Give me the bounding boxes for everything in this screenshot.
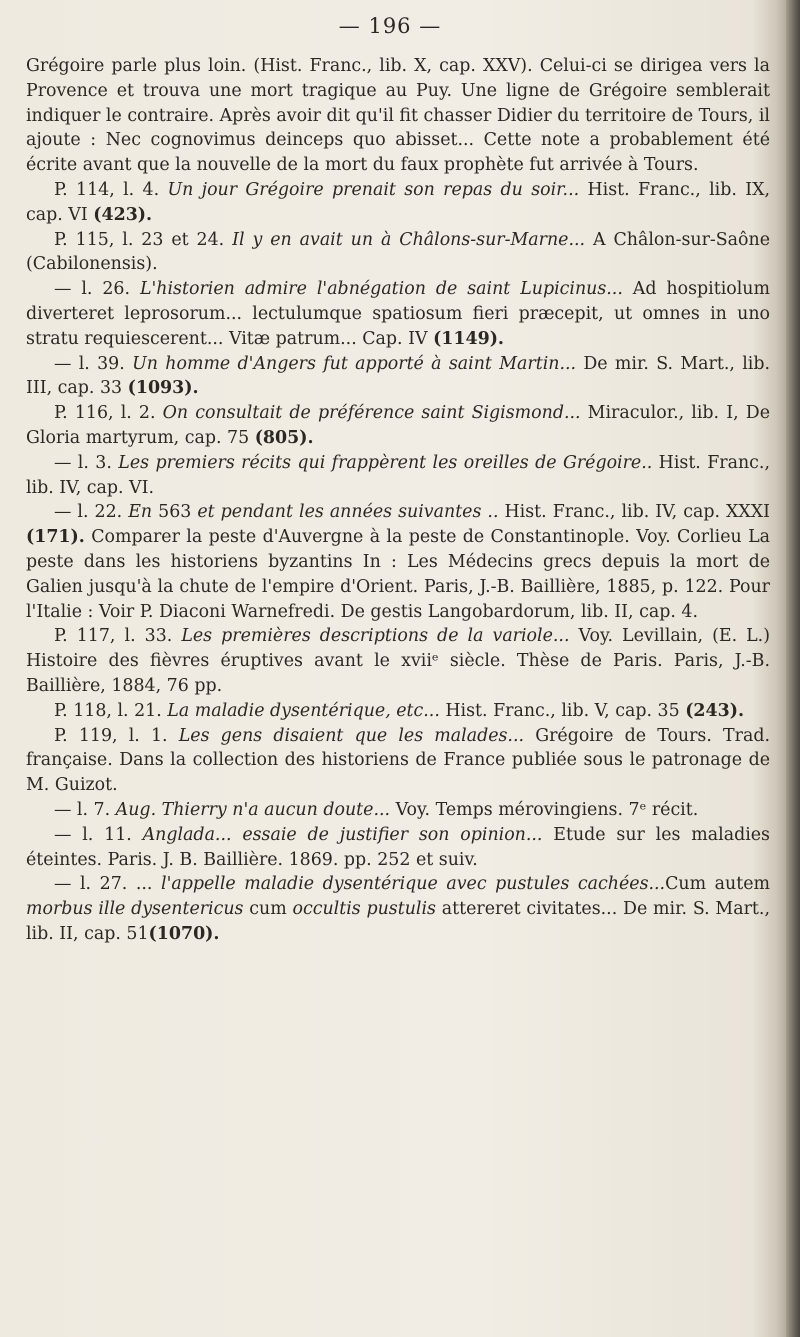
text-run: Hist. Franc., lib. IV, cap. XXXI <box>498 502 771 523</box>
italic-phrase: occultis pustulis <box>292 899 436 920</box>
italic-phrase: et pendant les années suivantes .. <box>197 502 499 523</box>
text-run: P. 117, l. 33. <box>54 626 182 647</box>
note-paragraph <box>26 823 770 873</box>
note-paragraph <box>26 54 770 178</box>
text-run: Cum autem <box>665 874 770 895</box>
text-run: A Châlon-sur-Saône (Cabilonensis). <box>26 229 771 275</box>
text-run: P. 118, l. 21. <box>54 700 168 721</box>
reference-number: (1149). <box>433 328 504 349</box>
note-paragraph <box>26 451 770 501</box>
text-run: — l. 27. ... <box>54 874 162 895</box>
italic-phrase: Il y en avait un à Châlons-sur-Marne... <box>232 229 586 250</box>
text-run: P. 115, l. 23 et 24. <box>54 229 233 250</box>
text-run: P. 114, l. 4. <box>54 179 168 200</box>
note-paragraph <box>26 724 770 798</box>
text-run: De mir. S. Mart., lib. III, cap. 33 <box>26 353 771 399</box>
text-run: Grégoire de Tours. Trad. française. Dans la collection des historiens de France publiée sous le patronage de M. Guizot. <box>26 725 770 796</box>
reference-number: (1070). <box>148 923 220 944</box>
text-run: cum <box>243 899 293 920</box>
italic-phrase: Les gens disaient que les malades... <box>178 725 525 746</box>
italic-phrase: l'appelle maladie dysentérique avec pustules cachées... <box>161 874 666 895</box>
text-run: — l. 26. <box>54 279 140 300</box>
text-run: 563 <box>152 502 198 523</box>
note-paragraph <box>26 178 770 228</box>
italic-phrase: Aug. Thierry n'a aucun doute... <box>115 799 391 820</box>
text-run: Etude sur les maladies éteintes. Paris. J. B. Baillière. 1869. pp. 252 et suiv. <box>26 824 770 870</box>
note-paragraph <box>26 500 770 624</box>
reference-number: (171). <box>26 527 85 548</box>
text-run: — l. 3. <box>54 452 119 473</box>
italic-phrase: morbus ille dysentericus <box>26 899 244 920</box>
text-run: P. 116, l. 2. <box>54 403 163 424</box>
notes-text-block <box>26 54 770 947</box>
text-run: — l. 11. <box>54 824 143 845</box>
italic-phrase: En <box>128 502 153 523</box>
text-run: Hist. Franc., lib. IX, cap. VI <box>26 179 770 225</box>
italic-phrase: On consultait de préférence saint Sigismond... <box>162 403 581 424</box>
text-run: Hist. Franc., lib. IV, cap. VI. <box>26 452 770 498</box>
italic-phrase: Un jour Grégoire prenait son repas du soir... <box>167 179 580 200</box>
text-run: Miraculor., lib. I, De Gloria martyrum, cap. 75 <box>26 403 770 448</box>
note-paragraph <box>26 872 770 946</box>
text-run: Voy. Levillain, (E. L.) Histoire des fièvres éruptives avant le xviiᵉ siècle. Thèse de Paris. Paris, J.-B. Baillière, 1884, 76 pp. <box>26 626 770 696</box>
text-run: attereret civitates... De mir. S. Mart., lib. II, cap. 51 <box>26 899 770 944</box>
text-run: Grégoire parle plus loin. (Hist. Franc., lib. X, cap. XXV). Celui-ci se dirigea vers la Provence et trouva une mort tragique au Puy. Une ligne de Grégoire semblerait indiquer le contraire. Après avoir dit qu'il fit chasser Didier du territoire de Tours, il ajoute : Nec cognovimus deinceps quo abisset... Cette note a probablement été écrite avant que la nouvelle de la mort du faux prophète fut arrivée à Tours. <box>26 56 770 176</box>
italic-phrase: Les premières descriptions de la variole... <box>181 626 570 647</box>
text-run: Hist. Franc., lib. V, cap. 35 <box>439 700 686 721</box>
italic-phrase: L'historien admire l'abnégation de saint Lupicinus... <box>139 279 623 300</box>
italic-phrase: Un homme d'Angers fut apporté à saint Martin... <box>132 353 577 374</box>
note-paragraph <box>26 228 770 278</box>
note-paragraph <box>26 624 770 698</box>
note-paragraph <box>26 699 770 724</box>
text-run: Voy. Temps mérovingiens. 7ᵉ récit. <box>390 799 699 820</box>
reference-number: (1093). <box>127 378 199 399</box>
italic-phrase: Les premiers récits qui frappèrent les oreilles de Grégoire.. <box>118 452 653 473</box>
reference-number: (805). <box>254 427 314 448</box>
page-number-header: — 196 — <box>338 14 442 38</box>
text-run: Ad hospitiolum diverteret leprosorum... lectulumque spatiosum fieri præcepit, ut omnes in uno stratu requiescerent... Vitæ patrum... Cap. IV <box>26 279 770 349</box>
reference-number: (423). <box>93 204 153 225</box>
note-paragraph <box>26 401 770 451</box>
reference-number: (243). <box>685 700 745 721</box>
note-paragraph <box>26 277 770 351</box>
page-edge-shadow <box>786 0 800 1337</box>
note-paragraph <box>26 798 770 823</box>
note-paragraph <box>26 352 770 402</box>
text-run: — l. 22. <box>54 502 129 523</box>
italic-phrase: La maladie dysentérique, etc... <box>167 700 440 721</box>
text-run: Comparer la peste d'Auvergne à la peste de Constantinople. Voy. Corlieu La peste dans les historiens byzantins In : Les Médecins grecs depuis la mort de Galien jusqu'à la chute de l'empire d'Orient. Paris, J.-B. Baillière, 1885, p. 122. Pour l'Italie : Voir P. Diaconi Warnefredi. De gestis Langobardorum, lib. II, cap. 4. <box>26 527 770 622</box>
text-run: — l. 39. <box>54 353 133 374</box>
text-run: — l. 7. <box>54 799 116 820</box>
italic-phrase: Anglada... essaie de justifier son opinion... <box>142 824 543 845</box>
text-run: P. 119, l. 1. <box>54 725 179 746</box>
